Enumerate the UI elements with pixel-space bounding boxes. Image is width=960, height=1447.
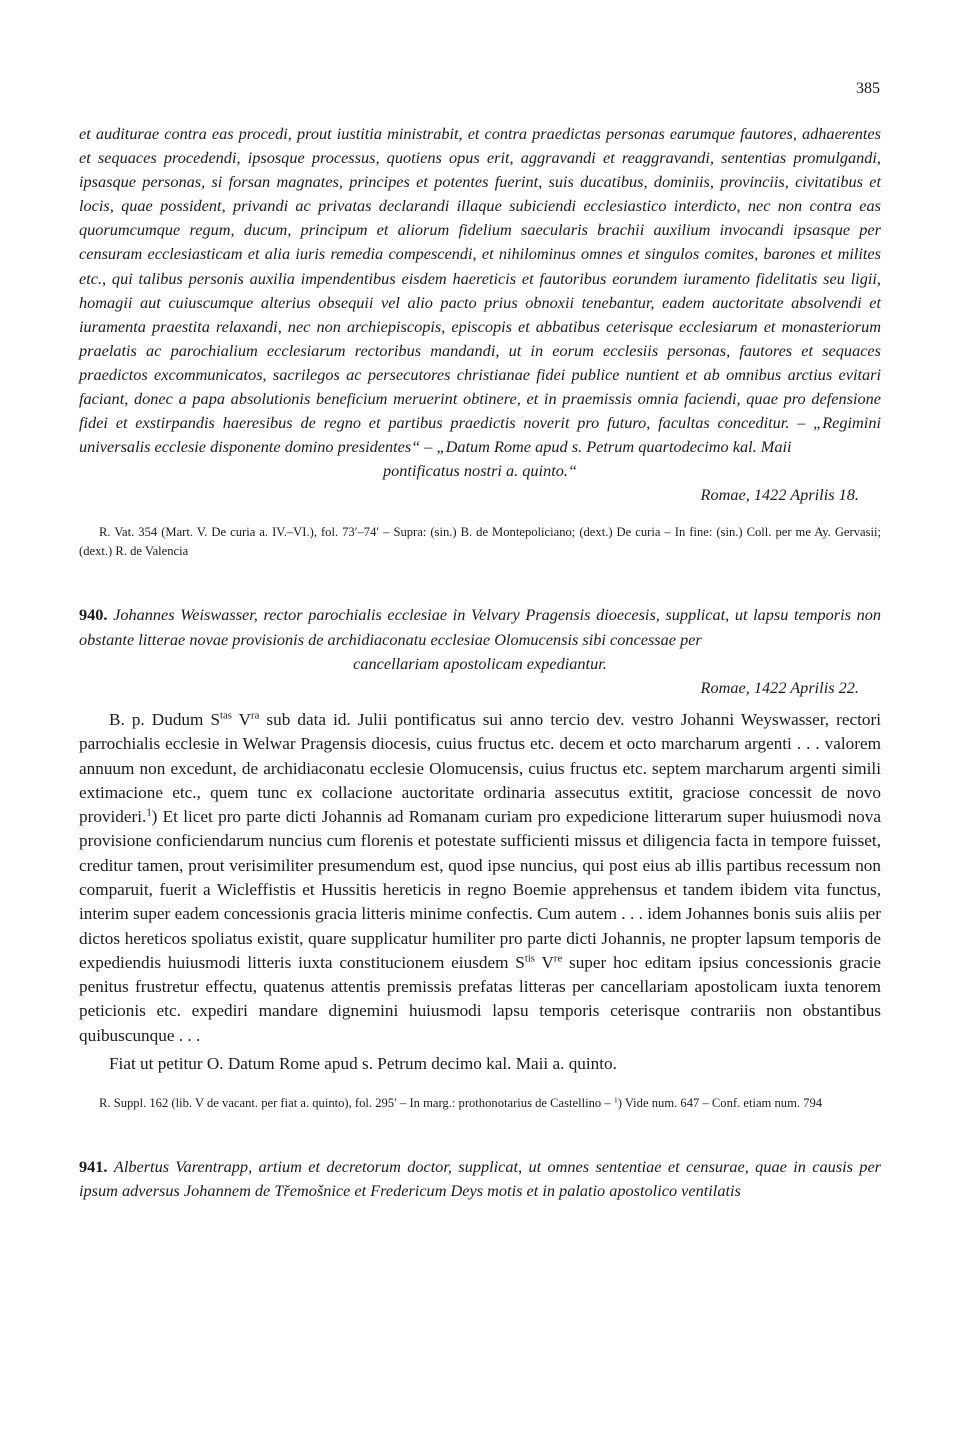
place-date-940: Romae, 1422 Aprilis 22. [700, 677, 859, 697]
source-note-text [79, 1094, 881, 1113]
place-date-939: Romae, 1422 Aprilis 18. [700, 485, 859, 505]
superscript: re [553, 953, 563, 965]
entry-heading-940 [79, 603, 881, 651]
continuation-text: et auditurae contra eas procedi, prout iustitia ministrabit, et contra praedictas personas earumque fautores, adhaerentes et sequaces procedendi, ipsosque processus, quotiens opus erit, aggravandi et reaggravandi, sententias promulgandi, ipsasque personas, si forsan magnates, principes et potentes fuerint, suis ducatibus, dominiis, provinciis, civitatibus et locis, quae possident, privandi ac privatas declarandi illaque subiciendi ecclesiastico interdicto, nec non contra eas quorumcumque regum, ducum, principum et aliorum fidelium saecularis brachii auxilium invocandi ipsasque per censuram ecclesiasticam et alia iuris remedia compescendi, et nihilominus omnes et singulos comites, barones et milites etc., qui talibus personis auxilia impendentibus eisdem haereticis et fautoribus eorundem iuramento fidelitatis seu ligii, homagii aut cuiuscumque alterius obsequii vel alio pacto prius obnoxii tenebantur, eadem auctoritate absolvendi et iuramenta praestita relaxandi, nec non archiepiscopis, episcopis et abbatibus ceterisque ecclesiarum et monasteriorum praelatis ac parochialium ecclesiarum rectoribus mandandi, ut in eorum ecclesiis personas, fautores et sequaces praedictos excommunicatos, sacrilegos ac persecutores christianae fidei publice nuntient et ab omnibus arctius evitari faciant, donec a papa absolutionis beneficium meruerint obtinere, et in praemissis omnia faciendi, quae pro defensione fidei et exstirpandis haeresibus de regno et partibus praedictis noverit pro futuro, facultas conceditur. – „Regimini universalis ecclesie disponente domino presidentes“ – „Datum Rome apud s. Petrum quartodecimo kal. Maii [79, 124, 881, 457]
entry-body-940 [79, 708, 881, 1048]
body-text: super hoc editam ipsius concessionis gracie penitus frustretur effectu, quatenus attentis premissis prefatas litteras per cancellariam apostolicam iuxta tenorem peticionis etc. expediri mandare dignemini huiusmodi lapsu temporis ceterisque contrariis non obstantibus quibuscunque . . . [79, 952, 881, 1045]
page-number: 385 [856, 80, 880, 97]
footnote-marker: 1 [146, 807, 152, 819]
source-note-text: R. Vat. 354 (Mart. V. De curia a. IV.–VI.), fol. 73′–74′ – Supra: (sin.) B. de Montepoliciano; (dext.) De curia – In fine: (sin.) Coll. per me Ay. Gervasii; (dext.) R. de Valencia [79, 525, 881, 559]
spacer [79, 507, 881, 523]
entry-number: 940. [79, 605, 108, 625]
note-part: ) Vide num. 647 – Conf. etiam num. 794 [617, 1096, 823, 1111]
spacer [79, 561, 881, 603]
spacer [79, 1113, 881, 1155]
entry-summary: Johannes Weiswasser, rector parochialis ecclesiae in Velvary Pragensis dioecesis, supplicat, ut lapsu temporis non obstante litterae novae provisionis de archidiaconatu ecclesiae Olomucensis sibi concessae per [79, 605, 881, 649]
body-text: V [534, 952, 554, 972]
superscript: tis [524, 953, 535, 965]
body-text: sub data id. Julii pontificatus sui anno tercio dev. vestro Johanni Weyswasser, rectori parrochialis ecclesie in Welwar Pragensis diocesis, cuius fructus etc. decem et octo marcharum argenti . . . valorem annuum non excedunt, de archidiaconatu ecclesie Olomucensis, cuius fructus etc. septem marcharum argenti simili extimacione etc., quem tunc ex collacione auctoritate ordinaria assecutus extitit, graciose concessit de novo provideri. [79, 709, 881, 827]
source-note-939 [79, 523, 881, 561]
note-part: R. Suppl. 162 (lib. V de vacant. per fiat a. quinto), fol. 295′ – In marg.: prothonotarius de Castellino – [99, 1096, 614, 1111]
body-text: ) Et licet pro parte dicti Johannis ad Romanam curiam pro expedicione litterarum super huiusmodi nova provisione conficiendarum nuncius cum florenis et potestate sufficienti missus et diligencia facta in tempore fuisset, creditur tamen, prout verisimiliter presumendum est, quod ipse nuncius, qui post eius ab illis partibus recessum non comparuit, fuerit a Wicleffistis et Hussitis hereticis in regno Boemie apprehensus et tandem ibidem vita functus, interim super eadem concessionis gracia litteris minime confectis. Cum autem . . . idem Johannes bonis suis aliis per dictos hereticos spoliatus existit, quare supplicatur humiliter pro parte dicti Johannis, ne propter lapsum temporis de expediendis huiusmodi litteris iuxta constitucionem eiusdem S [79, 807, 881, 972]
superscript: ra [251, 710, 260, 722]
body-text: B. p. Dudum S [109, 709, 221, 729]
superscript: tas [220, 710, 232, 722]
entry-summary: Albertus Varentrapp, artium et decretorum doctor, supplicat, ut omnes sententiae et censurae, quae in causis per ipsum adversus Johannem de Třemošnice et Fredericum Deys motis et in palatio apostolico ventilatis [79, 1157, 882, 1201]
entry-heading-941 [79, 1155, 881, 1203]
entry-summary-last: cancellariam apostolicam expediantur. [353, 653, 607, 673]
spacer [79, 1076, 881, 1094]
fiat-line: Fiat ut petitur O. Datum Rome apud s. Petrum decimo kal. Maii a. quinto. [109, 1054, 617, 1074]
spacer [79, 700, 881, 708]
footnote-marker: 1 [613, 1095, 618, 1105]
source-note-940 [79, 1094, 881, 1113]
continuation-last-line: pontificatus nostri a. quinto.“ [382, 461, 578, 481]
body-text: V [231, 709, 252, 729]
entry-number: 941. [79, 1157, 108, 1177]
